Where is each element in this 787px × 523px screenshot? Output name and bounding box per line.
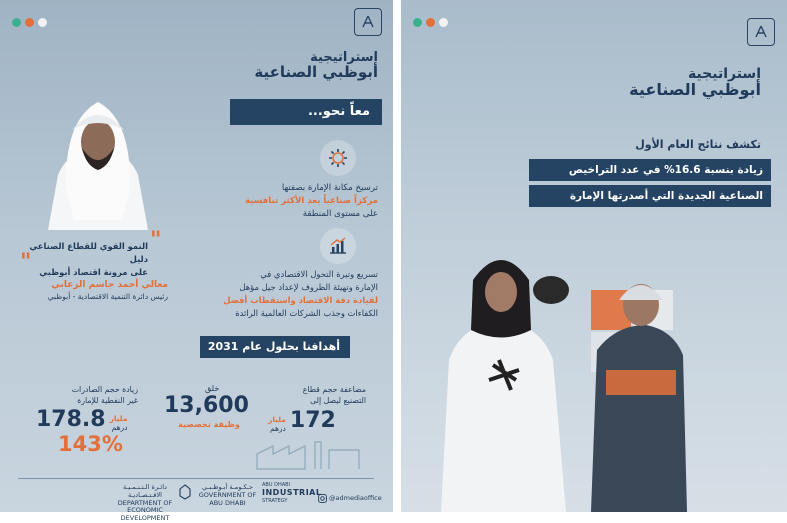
goals-banner: أهدافنا بحلول عام 2031	[200, 336, 350, 358]
footer-ded-ar: دائـرة الـتـنـمـيـة الاقـتـصـاديـة	[123, 483, 167, 499]
quote-icon: "	[150, 228, 162, 253]
stat-exports-label2: غير النفطية للإمارة	[77, 396, 138, 405]
strategy-title	[571, 66, 761, 99]
stat-jobs-value: 13,600	[164, 393, 249, 418]
footer-handle[interactable]: @admediaoffice	[329, 493, 382, 502]
stat-sector-value: 172	[289, 408, 336, 433]
intro-text: تكشف نتائج العام الأول	[635, 138, 761, 151]
dot-white	[439, 18, 448, 27]
point1-line2: مركزاً صناعياً يعد الأكثر تنافسية	[245, 196, 378, 206]
stat-sector-unit	[268, 415, 286, 433]
stat-sector-label2: التصنيع ليصل إلى	[310, 396, 366, 405]
factory-icon	[255, 440, 365, 474]
gear-icon	[320, 140, 356, 176]
footer-gov-ar: حـكـومـة أبـوظـبـي	[202, 483, 253, 491]
footer-industrial	[262, 482, 322, 504]
workers-photo	[401, 220, 787, 512]
speaker-portrait	[38, 80, 158, 230]
point1-line1: ترسيخ مكانة الإمارة بصفتها	[281, 183, 378, 193]
instagram-icon	[318, 488, 327, 507]
quote-text	[20, 240, 148, 279]
footer-social[interactable]	[318, 488, 382, 507]
footer-ind-top: ABU DHABI	[262, 482, 291, 488]
dot-orange	[25, 18, 34, 27]
color-dots	[413, 12, 452, 31]
stat-exports-value: 178.8	[36, 407, 106, 432]
footer-gov-en: GOVERNMENT OF ABU DHABI	[198, 490, 257, 507]
quote-line2: على مرونة اقتصاد أبوظبي	[39, 267, 148, 277]
point2-text	[188, 268, 378, 320]
stat-exports-unit2: درهم	[111, 423, 128, 432]
stat-jobs-unit: وظيفة تخصصية	[178, 420, 240, 429]
stat-exports-row	[36, 407, 128, 432]
headline-line1: زيادة بنسبة 16.6% في عدد التراخيص	[529, 159, 771, 181]
falcon-logo-icon	[747, 18, 775, 46]
speaker-caption	[18, 280, 168, 301]
point2-line4: الكفاءات وجذب الشركات العالمية الرائدة	[235, 308, 378, 318]
footer-ind-bot: STRATEGY	[262, 497, 288, 504]
footer-ded-en: DEPARTMENT OF ECONOMIC DEVELOPMENT	[117, 498, 173, 523]
dot-orange	[426, 18, 435, 27]
point1-line3: على مستوى المنطقة	[302, 209, 378, 219]
title-line1: استراتيجية	[687, 66, 761, 82]
footer-gov	[195, 484, 260, 507]
point2-line1: تسريع وتيرة التحول الاقتصادي في	[260, 269, 378, 279]
stat-exports-label1: زيادة حجم الصادرات	[71, 385, 138, 394]
dot-green	[12, 18, 21, 27]
stat-exports-unit1: مليار	[109, 414, 128, 423]
stat-exports-unit	[110, 414, 128, 432]
quote-line1: النمو القوي للقطاع الصناعي دليل	[29, 241, 148, 264]
stat-exports	[28, 384, 138, 406]
title-line2: أبوظبي الصناعية	[254, 63, 378, 81]
dot-white	[38, 18, 47, 27]
color-dots	[12, 12, 51, 31]
stat-jobs-label: خلق	[205, 384, 220, 393]
speaker-name: معالي أحمد جاسم الزعابي	[51, 280, 168, 290]
stat-sector-row	[268, 408, 336, 433]
stat-sector-unit2: درهم	[269, 424, 286, 433]
footer-ded	[110, 484, 180, 523]
footer-ind-mid: INDUSTRIAL	[262, 488, 322, 497]
speaker-title: رئيس دائرة التنمية الاقتصادية - أبوظبي	[47, 292, 168, 301]
footer-divider	[18, 478, 374, 479]
left-panel	[0, 0, 393, 523]
falcon-logo-icon	[354, 8, 382, 36]
strategy-title	[200, 50, 378, 81]
right-panel	[401, 0, 787, 512]
stat-sector-label1: مضاعفة حجم قطاع	[302, 385, 366, 394]
growth-chart-icon	[320, 228, 356, 264]
stat-exports-pct: 143%	[58, 432, 123, 456]
title-line1: استراتيجية	[310, 50, 378, 65]
quote-close-icon: "	[20, 250, 32, 275]
stat-sector-unit1: مليار	[268, 415, 286, 424]
title-line2: أبوظبي الصناعية	[629, 80, 761, 99]
dot-green	[413, 18, 422, 27]
stat-sector	[262, 384, 366, 406]
point2-line3: لقيادة دفة الاقتصاد واستقطاب أفضل	[223, 295, 378, 305]
together-banner: معاً نحو...	[230, 99, 382, 125]
headline-line2: الصناعية الجديدة التي أصدرتها الإمارة	[529, 185, 771, 207]
point2-line2: الإمارة وتهيئة الظروف لإعداد جيل مؤهل	[239, 282, 378, 292]
footer-emblem-icon	[178, 484, 192, 504]
point1-text	[200, 182, 378, 221]
